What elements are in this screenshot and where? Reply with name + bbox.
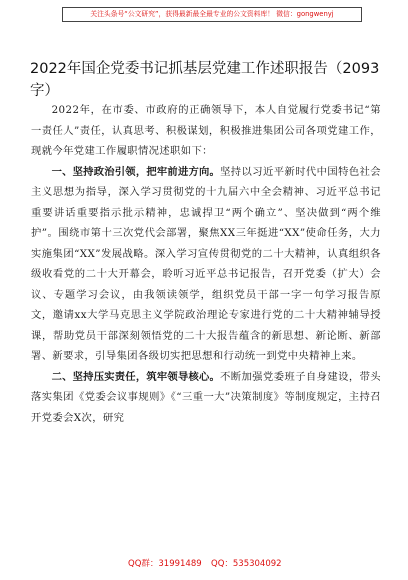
- intro-paragraph: [31, 100, 381, 162]
- document-body: [31, 100, 381, 428]
- section-1-heading: 一、坚持政治引领，把牢前进方向。: [51, 165, 221, 178]
- section-2-heading: 二、坚持压实责任，筑牢领导核心。: [51, 370, 221, 383]
- paragraph-text: 坚持以习近平新时代中国特色社会主义思想为指导，深入学习贯彻党的十九届六中全会精神、习近平总书记重要讲话重要指示批示精神，忠诚捍卫“两个确立”、坚决做到“两个维护”。围绕市第十三次党代会部署，聚焦XX三年挺进“XX”使命任务，大力实施集团“XX”发展战略。深入学习宣传贯彻党的二十大精神，认真组织各级收看党的二十大开幕会，聆听习近平总书记报告，召开党委（扩大）会议、专题学习会议，由我领读领学，组织党员干部一字一句学习报告原文，邀请xx大学马克思主义学院政治理论专家进行党的二十大精神辅导授课，帮助党员干部深刻领悟党的二十大报告蕴含的新思想、新论断、新部署、新要求，引导集团各级切实把思想和行动统一到党中央精神上来。: [31, 165, 381, 362]
- section-2-paragraph: [31, 367, 381, 429]
- paragraph-text: 2022年，在市委、市政府的正确领导下，本人自觉履行党委书记“第一责任人”责任，认真思考、积极谋划，积极推进集团公司各项党建工作，现就今年党建工作履职情况述职如下：: [31, 104, 381, 157]
- qq-group-text: QQ群：31991489: [128, 559, 202, 569]
- footer-contact: [0, 557, 408, 571]
- qq-number-text: QQ：535304092: [211, 559, 282, 569]
- document-title: 2022年国企党委书记抓基层党建工作述职报告（2093字）: [30, 61, 380, 99]
- paragraph-text: 不断加强党委班子自身建设，带头落实集团《党委会议事规则》《“三重一大”决策制度》等制度规定，主持召开党委会X次，研究: [31, 370, 381, 424]
- section-1-paragraph: [31, 162, 381, 367]
- header-banner: 关注头条号“公文研究”，获得最新最全最专业的公文资料库！ 微信：gongwenyj: [62, 7, 362, 22]
